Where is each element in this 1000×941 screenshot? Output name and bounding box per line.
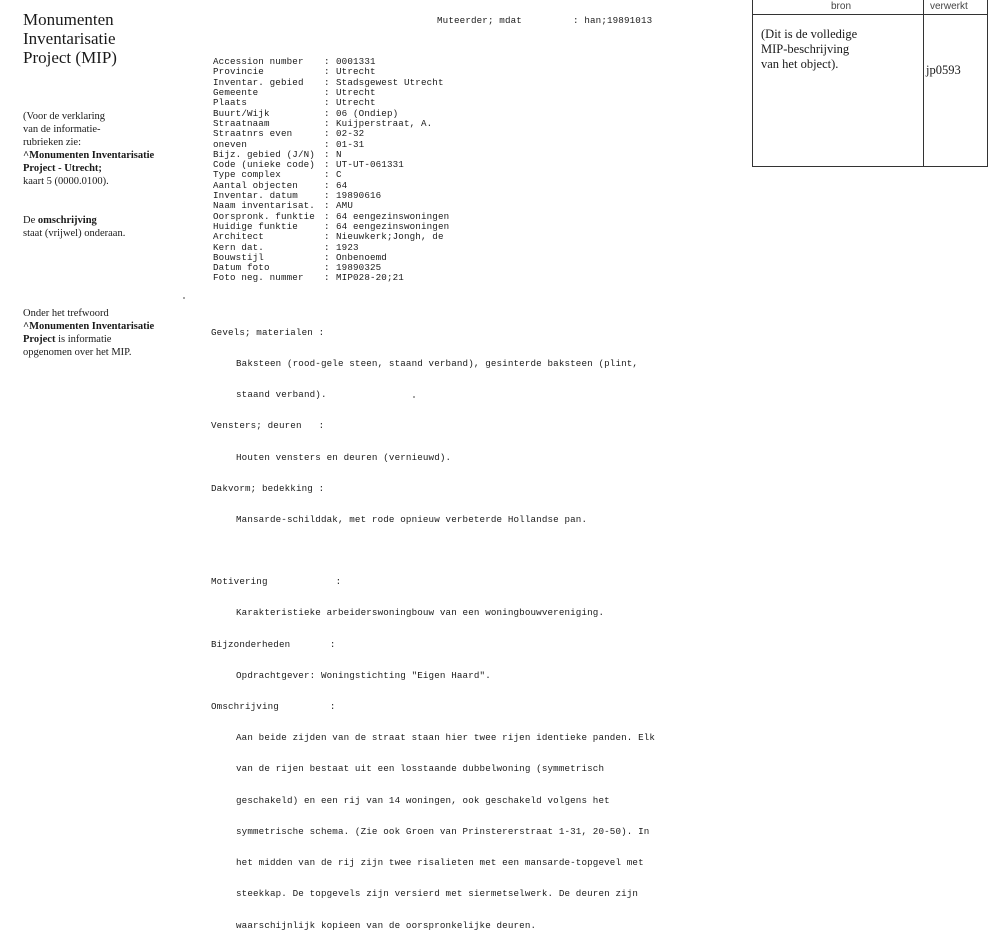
field-separator: : (324, 210, 330, 222)
note-line: kaart 5 (0000.0100). (23, 176, 109, 187)
field-separator: : (324, 272, 330, 284)
note-rest: is informatie (55, 334, 112, 345)
field-value: 64 (336, 179, 348, 191)
explanation-note (23, 110, 154, 188)
field-value: Utrecht (336, 97, 376, 109)
section-heading-dakvorm: Dakvorm; bedekking : (211, 482, 325, 494)
scan-speck (413, 396, 415, 398)
field-value: Kuijperstraat, A. (336, 117, 433, 129)
field-label: Gemeente (213, 87, 259, 99)
field-separator: : (324, 97, 330, 109)
section-text: steekkap. De topgevels zijn versierd met siermetselwerk. De deuren zijn (236, 888, 639, 900)
muteerder-value: : han;19891013 (573, 15, 653, 26)
field-label: Accession number (213, 56, 304, 68)
field-value: Utrecht (336, 66, 376, 78)
field-separator: : (324, 76, 330, 88)
field-value: 1923 (336, 241, 359, 253)
section-text: Houten vensters en deuren (vernieuwd). (236, 451, 452, 463)
field-row (213, 273, 449, 283)
field-separator: : (324, 241, 330, 253)
title-line-1: Monumenten (23, 10, 114, 29)
field-label: Bouwstijl (213, 251, 264, 263)
field-value: 64 eengezinswoningen (336, 210, 450, 222)
section-heading-motivering: Motivering : (211, 576, 342, 588)
field-value: 02-32 (336, 128, 365, 140)
section-text: staand verband). (236, 389, 327, 401)
field-value: UT-UT-061331 (336, 159, 404, 171)
note-line-bold: ^Monumenten Inventarisatie (23, 321, 155, 332)
note-line: opgenomen over het MIP. (23, 347, 132, 358)
page-title (23, 10, 203, 67)
scan-speck (183, 297, 185, 299)
field-separator: : (324, 66, 330, 78)
field-label: Aantal objecten (213, 179, 298, 191)
field-label: Provincie (213, 66, 264, 78)
field-separator: : (324, 169, 330, 181)
note-line: rubrieken zie: (23, 137, 82, 148)
section-text: het midden van de rij zijn twee risalieten met een mansarde-topgevel met (236, 857, 644, 869)
field-label: Bijz. gebied (J/N) (213, 148, 315, 160)
field-value: C (336, 169, 342, 181)
field-value: MIP028-20;21 (336, 272, 404, 284)
field-label: Inventar. gebied (213, 76, 304, 88)
field-label: Kern dat. (213, 241, 264, 253)
field-label: Architect (213, 231, 264, 243)
field-label: Plaats (213, 97, 247, 109)
section-text: waarschijnlijk kopieen van de oorspronkelijke deuren. (236, 919, 537, 931)
field-separator: : (324, 148, 330, 160)
note-bold-term: omschrijving (37, 215, 97, 226)
field-value: AMU (336, 200, 353, 212)
note-bold-term: Project (23, 334, 56, 345)
field-label: Oorspronk. funktie (213, 210, 315, 222)
source-box (752, 0, 988, 167)
record-fields (213, 15, 653, 294)
field-value: Nieuwkerk;Jongh, de (336, 231, 444, 243)
note-prefix: De (23, 215, 38, 226)
section-text: van de rijen bestaat uit een losstaande dubbelwoning (symmetrisch (236, 763, 605, 775)
section-heading-vensters: Vensters; deuren : (211, 420, 325, 432)
field-separator: : (324, 200, 330, 212)
note-line: Onder het trefwoord (23, 308, 109, 319)
field-value: 19890325 (336, 262, 382, 274)
field-label: Naam inventarisat. (213, 200, 315, 212)
field-label: Straatnrs even (213, 128, 293, 140)
field-separator: : (324, 231, 330, 243)
note-line: (Voor de verklaring (23, 111, 106, 122)
field-rows (213, 57, 449, 284)
description-line: (Dit is de volledige (761, 27, 858, 41)
note-line-bold: ^Monumenten Inventarisatie (23, 150, 155, 161)
title-line-3: Project (MIP) (23, 48, 117, 67)
field-separator: : (324, 190, 330, 202)
field-separator: : (324, 87, 330, 99)
field-value: 64 eengezinswoningen (336, 220, 450, 232)
section-text: Mansarde-schilddak, met rode opnieuw verbeterde Hollandse pan. (236, 514, 588, 526)
note-line: van de informatie- (23, 124, 101, 135)
field-row (213, 232, 449, 242)
description-sections (211, 307, 655, 941)
field-value: 0001331 (336, 56, 376, 68)
section-text: Karakteristieke arbeiderswoningbouw van een woningbouwvereniging. (236, 607, 605, 619)
source-description (761, 27, 857, 72)
note-line: staat (vrijwel) onderaan. (23, 228, 126, 239)
omschrijving-note (23, 214, 125, 240)
section-heading-gevels: Gevels; materialen : (211, 326, 325, 338)
field-row (213, 129, 449, 139)
field-label: oneven (213, 138, 247, 150)
trefwoord-note (23, 307, 154, 359)
section-text: symmetrische schema. (Zie ook Groen van Prinstererstraat 1-31, 20-50). In (236, 825, 650, 837)
field-value: Utrecht (336, 87, 376, 99)
note-line-bold: Project - Utrecht; (23, 163, 102, 174)
column-bron: bron (831, 1, 852, 12)
column-verwerkt: verwerkt (930, 1, 968, 12)
field-label: Datum foto (213, 262, 270, 274)
source-box-header (753, 0, 987, 15)
section-heading-bijzonderheden: Bijzonderheden : (211, 638, 336, 650)
description-line: MIP-beschrijving (761, 42, 850, 56)
field-label: Huidige funktie (213, 220, 298, 232)
field-separator: : (324, 179, 330, 191)
description-line: van het object). (761, 57, 839, 71)
field-separator: : (324, 138, 330, 150)
processed-code: jp0593 (926, 63, 961, 77)
field-label: Buurt/Wijk (213, 107, 270, 119)
field-separator: : (324, 128, 330, 140)
field-value: 06 (Ondiep) (336, 107, 399, 119)
section-heading-omschrijving: Omschrijving : (211, 701, 336, 713)
field-value: Stadsgewest Utrecht (336, 76, 444, 88)
column-divider (923, 0, 924, 166)
field-separator: : (324, 56, 330, 68)
section-text: geschakeld) en een rij van 14 woningen, ook geschakeld volgens het (236, 794, 610, 806)
field-separator: : (324, 220, 330, 232)
section-text: Opdrachtgever: Woningstichting "Eigen Haard". (236, 669, 491, 681)
title-line-2: Inventarisatie (23, 29, 116, 48)
field-separator: : (324, 117, 330, 129)
field-value: N (336, 148, 342, 160)
left-sidebar (23, 10, 203, 358)
field-label: Code (unieke code) (213, 159, 315, 171)
muteerder-label: Muteerder; mdat (437, 15, 522, 26)
field-label: Inventar. datum (213, 190, 298, 202)
field-label: Foto neg. nummer (213, 272, 304, 284)
field-label: Straatnaam (213, 117, 270, 129)
field-value: 01-31 (336, 138, 365, 150)
section-text: Baksteen (rood-gele steen, staand verband), gesinterde baksteen (plint, (236, 358, 639, 370)
field-value: Onbenoemd (336, 251, 387, 263)
field-separator: : (324, 159, 330, 171)
field-row (213, 88, 449, 98)
field-separator: : (324, 107, 330, 119)
field-separator: : (324, 262, 330, 274)
section-text: Aan beide zijden van de straat staan hier twee rijen identieke panden. Elk (236, 732, 656, 744)
field-value: 19890616 (336, 190, 382, 202)
field-separator: : (324, 251, 330, 263)
field-label: Type complex (213, 169, 281, 181)
